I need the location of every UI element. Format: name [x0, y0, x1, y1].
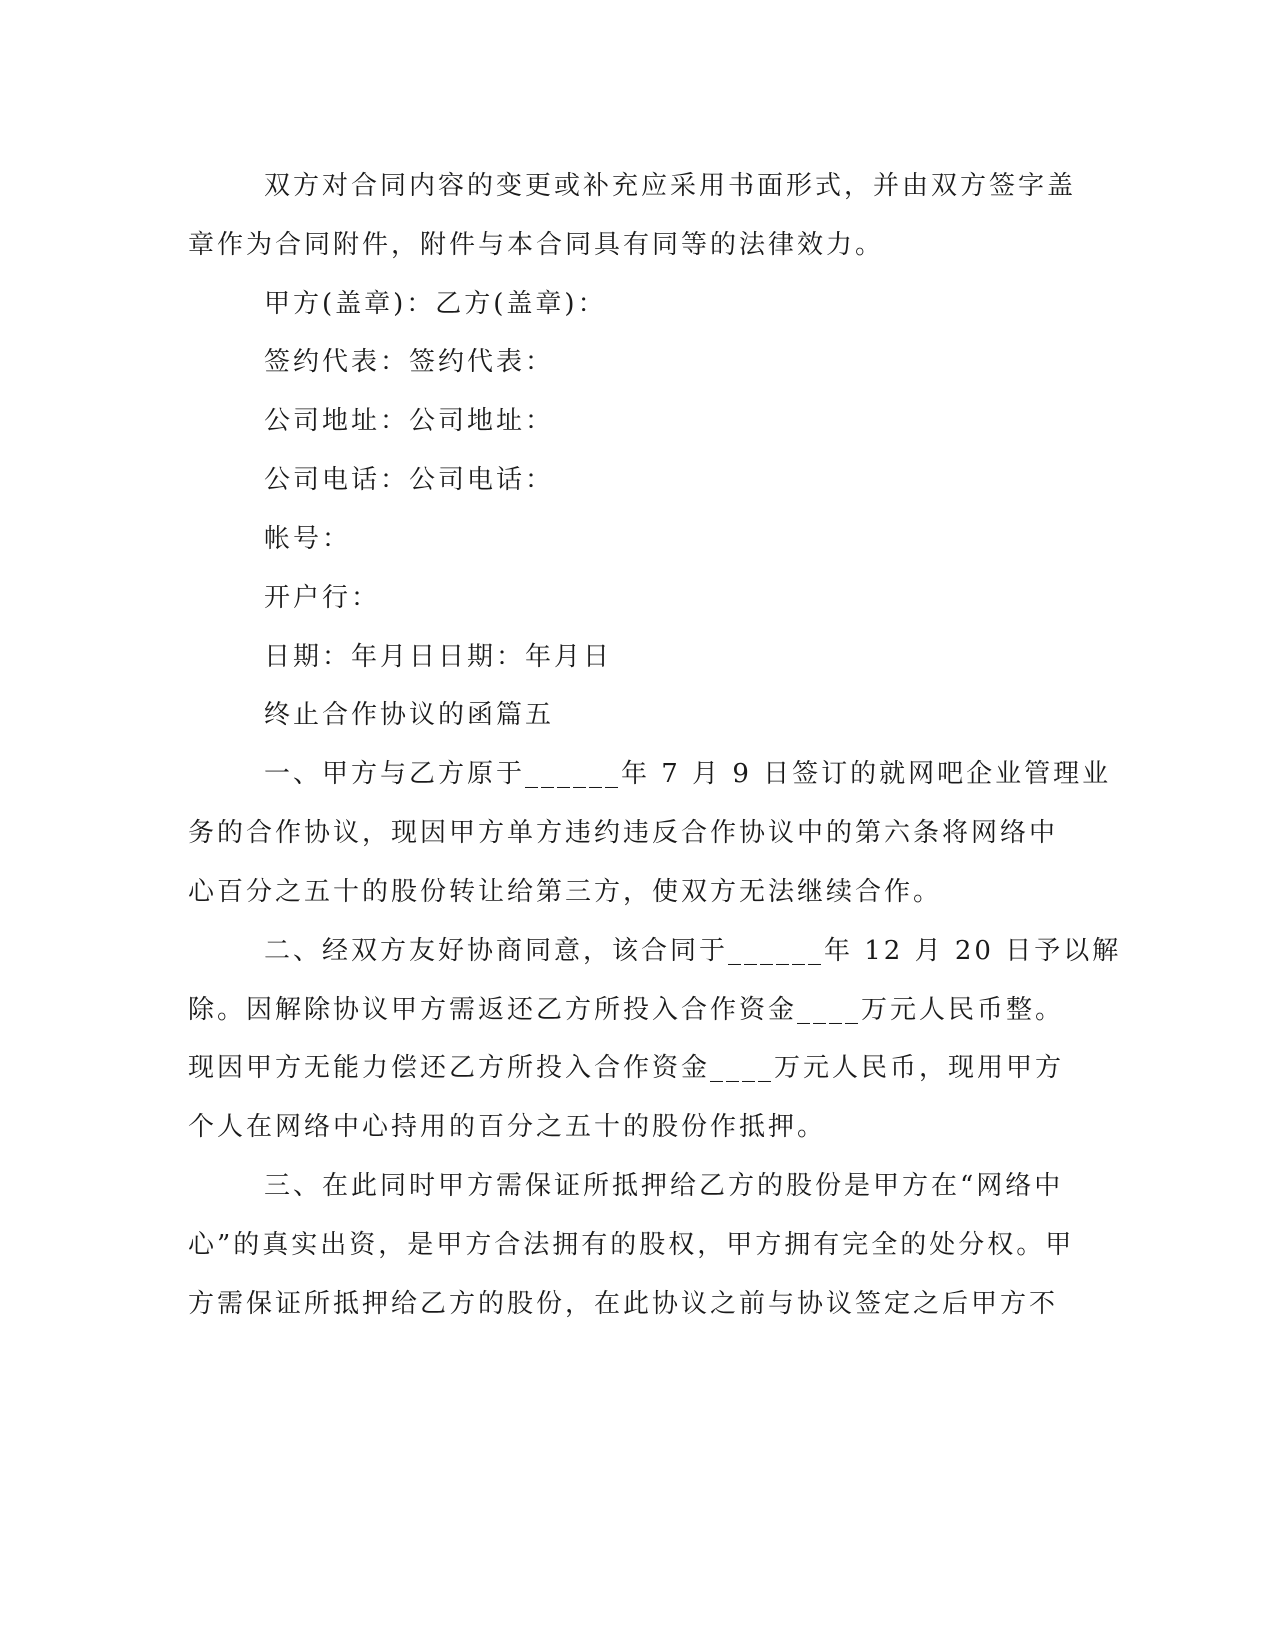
section-heading: 终止合作协议的函篇五 — [264, 700, 555, 730]
text-line: 务的合作协议，现因甲方单方违约违反合作协议中的第六条将网络中 — [188, 818, 1059, 848]
text-line: 除。因解除协议甲方需返还乙方所投入合作资金____万元人民币整。 — [188, 995, 1065, 1025]
text-line: 三、在此同时甲方需保证所抵押给乙方的股份是甲方在“网络中 — [264, 1171, 1064, 1201]
text-line: 开户行： — [264, 583, 381, 613]
text-line: 二、经双方友好协商同意，该合同于______年 12 月 20 日予以解 — [264, 936, 1122, 966]
text-line: 签约代表：签约代表： — [264, 347, 555, 377]
text-line: 日期：年月日日期：年月日 — [264, 642, 613, 672]
text-line: 公司地址：公司地址： — [264, 406, 555, 436]
text-line: 个人在网络中心持用的百分之五十的股份作抵押。 — [188, 1112, 827, 1142]
text-line: 帐号： — [264, 524, 352, 554]
text-line: 方需保证所抵押给乙方的股份，在此协议之前与协议签定之后甲方不 — [188, 1289, 1059, 1319]
text-line: 心百分之五十的股份转让给第三方，使双方无法继续合作。 — [188, 877, 943, 907]
text-line: 公司电话：公司电话： — [264, 465, 555, 495]
text-line: 甲方(盖章)：乙方(盖章)： — [264, 289, 607, 319]
text-line: 心”的真实出资，是甲方合法拥有的股权，甲方拥有完全的处分权。甲 — [188, 1230, 1075, 1260]
text-line: 一、甲方与乙方原于______年 7 月 9 日签订的就网吧企业管理业 — [264, 759, 1112, 789]
text-line: 现因甲方无能力偿还乙方所投入合作资金____万元人民币，现用甲方 — [188, 1053, 1065, 1083]
text-line: 双方对合同内容的变更或补充应采用书面形式，并由双方签字盖 — [264, 171, 1077, 201]
text-line: 章作为合同附件，附件与本合同具有同等的法律效力。 — [188, 230, 885, 260]
